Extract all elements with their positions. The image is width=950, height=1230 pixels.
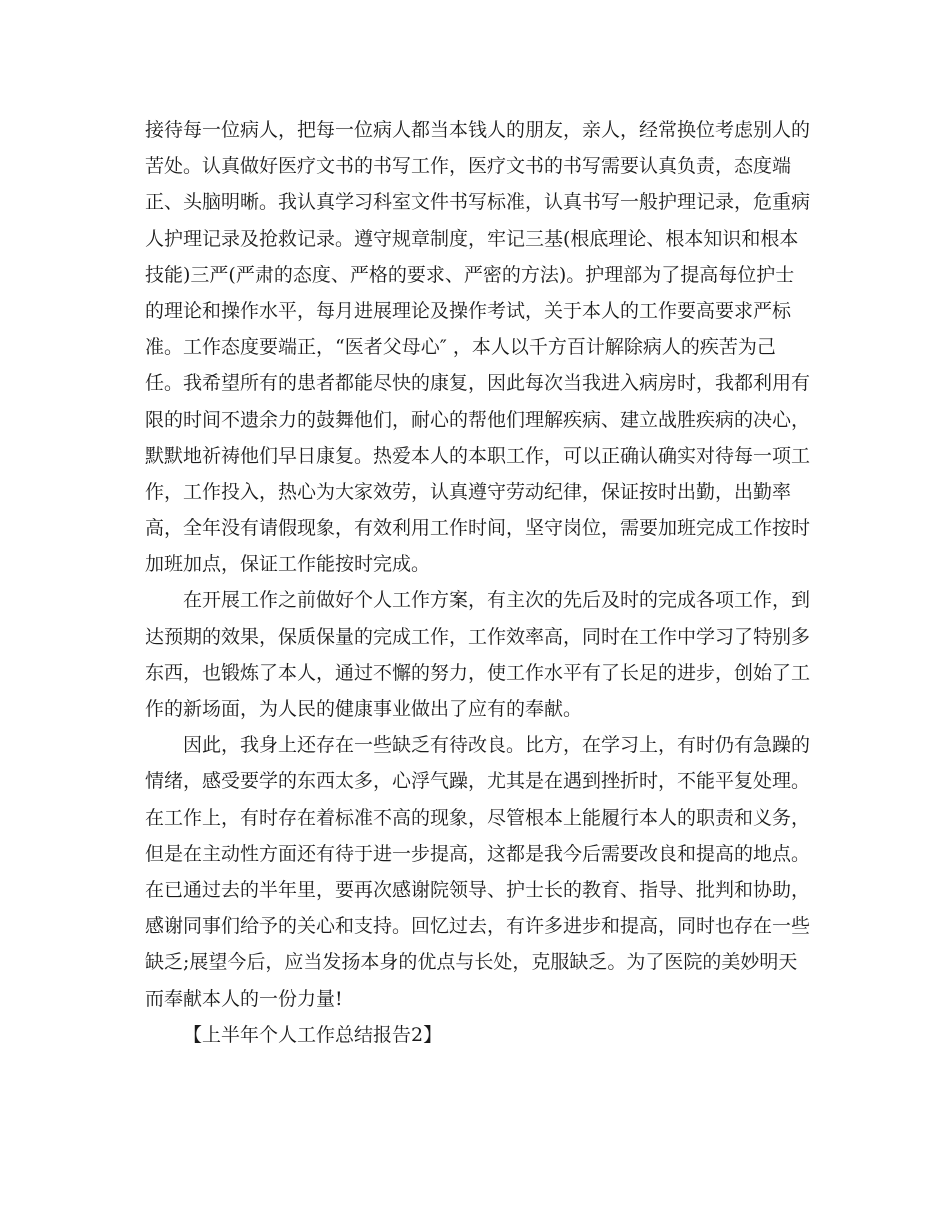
text-line: 情绪，感受要学的东西太多，心浮气躁，尤其是在遇到挫折时，不能平复处理。	[145, 770, 811, 793]
text-line: 的理论和操作水平，每月进展理论及操作考试，关于本人的工作要高要求严标	[145, 299, 792, 322]
text-line: 在工作上，有时存在着标准不高的现象，尽管根本上能履行本人的职责和义务，	[145, 806, 811, 829]
text-line: 在已通过去的半年里，要再次感谢院领导、护士长的教育、指导、批判和协助，	[145, 878, 811, 901]
text-line: 人护理记录及抢救记录。遵守规章制度，牢记三基(根底理论、根本知识和根本	[145, 227, 799, 250]
text-line: 正、头脑明晰。我认真学习科室文件书写标准，认真书写一般护理记录，危重病	[145, 191, 811, 214]
text-line: 技能)三严(严肃的态度、严格的要求、严密的方法)。护理部为了提高每位护士	[145, 263, 795, 286]
text-line: 苦处。认真做好医疗文书的书写工作，医疗文书的书写需要认真负责，态度端	[145, 155, 792, 178]
text-line: 高，全年没有请假现象，有效利用工作时间，坚守岗位，需要加班完成工作按时	[145, 517, 811, 540]
text-line: 默默地祈祷他们早日康复。热爱本人的本职工作，可以正确认确实对待每一项工	[145, 444, 811, 467]
text-line: 限的时间不遗余力的鼓舞他们，耐心的帮他们理解疾病、建立战胜疾病的决心，	[145, 408, 811, 431]
text-line: 东西，也锻炼了本人，通过不懈的努力，使工作水平有了长足的进步，创始了工	[145, 661, 811, 684]
text-line: 作，工作投入，热心为大家效劳，认真遵守劳动纪律，保证按时出勤，出勤率	[145, 480, 792, 503]
text-line: 准。工作态度要端正，“医者父母心″ ，本人以千方百计解除病人的疾苦为己	[145, 336, 776, 359]
document-body	[145, 112, 811, 1053]
paragraph-start-line: 因此，我身上还存在一些缺乏有待改良。比方，在学习上，有时仍有急躁的	[183, 734, 811, 757]
text-line: 作的新场面，为人民的健康事业做出了应有的奉献。	[145, 698, 583, 720]
text-line: 但是在主动性方面还有待于进一步提高，这都是我今后需要改良和提高的地点。	[145, 842, 811, 865]
paragraph-start-line: 在开展工作之前做好个人工作方案，有主次的先后及时的完成各项工作，到	[183, 589, 811, 612]
text-line: 感谢同事们给予的关心和支持。回忆过去，有许多进步和提高，同时也存在一些	[145, 915, 811, 938]
text-line: 而奉献本人的一份力量!	[145, 987, 343, 1010]
section-heading: 【上半年个人工作总结报告2】	[183, 1023, 443, 1046]
text-line: 接待每一位病人，把每一位病人都当本钱人的朋友，亲人，经常换位考虑别人的	[145, 119, 811, 141]
text-line: 缺乏;展望今后，应当发扬本身的优点与长处，克服缺乏。为了医院的美妙明天	[145, 951, 798, 974]
text-line: 任。我希望所有的患者都能尽快的康复，因此每次当我进入病房时，我都利用有	[145, 372, 811, 395]
text-line: 达预期的效果，保质保量的完成工作，工作效率高，同时在工作中学习了特别多	[145, 625, 811, 648]
text-line: 加班加点，保证工作能按时完成。	[145, 553, 431, 576]
